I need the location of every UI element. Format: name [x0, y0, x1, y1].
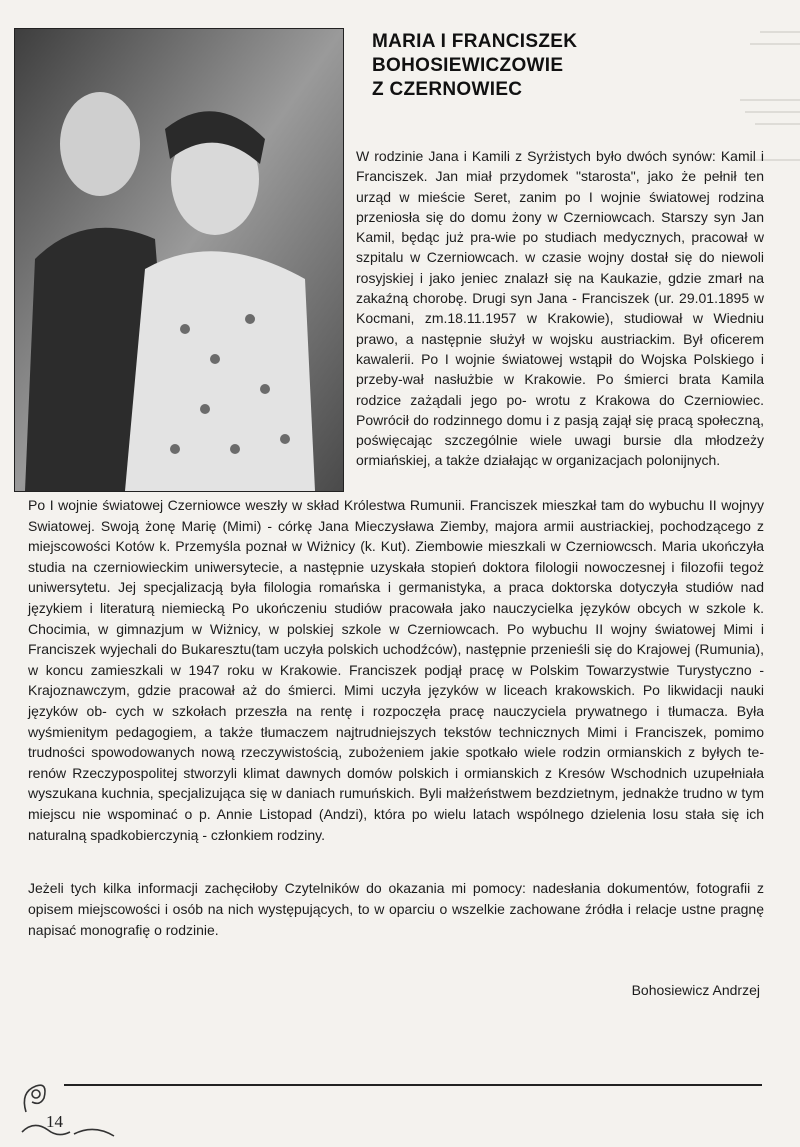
title-line: BOHOSIEWICZOWIE	[372, 55, 564, 76]
request-paragraph: Jeżeli tych kilka informacji zachęciłoby Czytelników do okazania mi pomocy: nadesłania dokumentów, fotografii z opisem miejscowości i osób na nich występujących, to w oparciu o wszelkie zachowane źródła i relacje ustne pragnę napisać monografię o rodzinie.	[28, 880, 764, 938]
article-title	[372, 30, 772, 102]
title-line: Z CZERNOWIEC	[372, 79, 523, 100]
author-signature: Bohosiewicz Andrzej	[631, 982, 760, 998]
footer-rule	[64, 1084, 762, 1086]
page-number: 14	[46, 1112, 63, 1131]
intro-paragraph: W rodzinie Jana i Kamili z Syrżistych było dwóch synów: Kamil i Franciszek. Jan miał przydomek "starosta", jako że pełnił ten urząd w mieście Seret, zanim po I wojnie światowej rodzina przeniosła się do domu żony w Czerniowcach. Starszy syn Jan Kamil, będąc już pra-wie po studiach medycznych, pracował w szpitalu w Czerniowcach. w czasie wojny dostał się do niewoli rosyjskiej i jako jeniec znalazł się na Kaukazie, gdzie zmarł na zakaźną chorobę. Drugi syn Jana - Franciszek (ur. 29.01.1895 w Kocmani, zm.18.11.1957 w Krakowie), studiował w Wiedniu prawo, a następnie służył w wojsku austriackim. Był oficerem kawalerii. Po I wojnie światowej wstąpił do Wojska Polskiego i przeby-wał nasłużbie w Krakowie. Po śmierci brata Kamila rodzice zażądali jego po- wrotu z Krakowa do Czerniowiec. Powrócił do rodzinnego domu i z pasją zajął się pracą społeczną, poświęcając szczególnie wiele uwagi bursie dla młodzeży ormiańskiej, a także działając w organizacjach polonijnych.	[356, 148, 764, 469]
portrait-photo	[14, 28, 344, 492]
title-line: MARIA I FRANCISZEK	[372, 31, 578, 52]
body-paragraph: Po I wojnie światowej Czerniowce weszły w skład Królestwa Rumunii. Franciszek mieszkał tam do wybuchu II wojnyy Swiatowej. Swoją żonę Marię (Mimi) - córkę Jana Mieczysława Ziemby, majora armii austriackiej, pochodzącego z miejscowości Kotów k. Przemyśla poznał w Wiżnicy (k. Kut). Ziembowie mieszkali w Czerniowcsch. Maria ukończyła studia na czerniowieckim uniwersytecie, a następnie uzyskała stopień doktora filologii nowoczesnej i filozofii tegoż uniwersytetu. Jej specjalizacją była filologia romańska i germanistyka, a praca doktorska dotyczyła studiów nad językiem i literaturą niemiecką Po ukończeniu studiów pracowała jako nauczycielka języków obcych w szkole k. Chocimia, w gimnazjum w Wiżnicy, w polskiej szkole w Czerniowcach. Po wybuchu II wojny światowej Mimi i Franciszek wyjechali do Bukaresztu(tam uczyła polskich uchodźców), następnie przenieśli się do Krajowej (Rumunia), w koncu zamieszkali w 1947 roku w Krakowie. Franciszek podjął pracę w Polskim Towarzystwie Turystyczno - Krajoznawczym, gdzie pracował aż do śmierci. Mimi uczyła języków w liceach krakowskich. Po likwidacji nauki języków ob- cych w szkołach przeszła na rentę i rozpoczęła pracę nauczyciela prywatnego i tłumacza. Była wyśmienitym pedagogiem, a także tłumaczem najtrudniejszych tekstów technicznych Mimi i Franciszek, pomimo trudności spowodowanych nową rzeczywistością, zubożeniem jakie spotkało wiele rodzin ormianskich z byłych te- renów Rzeczypospolitej stworzyli klimat dawnych domów polskich i ormianskich z Kresów Wschodnich uzupełniała wyszukana kuchnia, specjalizująca się w daniach rumuńskich. Byli małżeństwem bezdzietnym, jednakże trudno w tym miejscu nie wspominać o p. Annie Listopad (Andzi), która po wielu latach wspólnego dzielenia losu stała się ich naturalną spadkobierczynią - członkiem rodziny.	[28, 497, 764, 843]
decorative-ornament-icon	[14, 1072, 124, 1144]
